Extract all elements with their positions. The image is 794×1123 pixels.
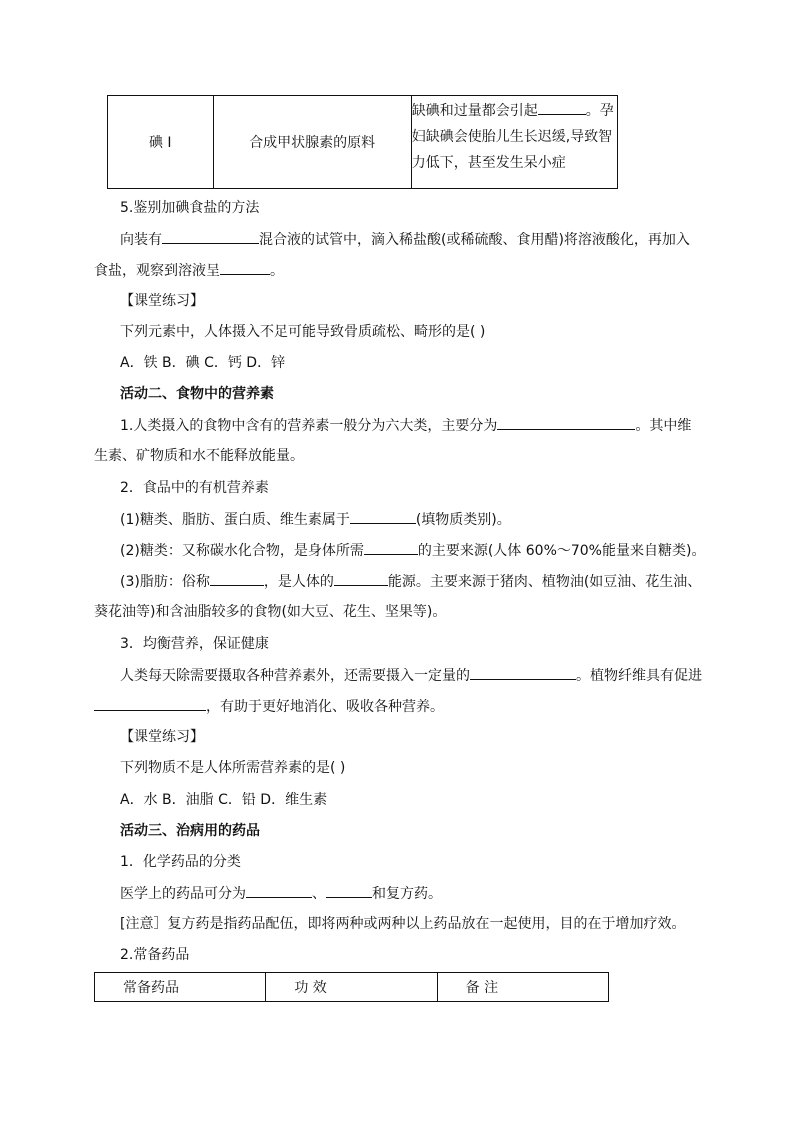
fill-blank	[162, 229, 259, 244]
fill-blank	[364, 540, 418, 555]
fill-blank	[497, 415, 635, 430]
activity2-p3: (1)糖类、脂肪、蛋白质、维生素属于 (填物质类别)。	[120, 509, 511, 530]
fill-blank	[246, 883, 312, 898]
activity2-p4: (2)糖类：又称碳水化合物，是身体所需 的主要来源(人体 60%～70%能量来自糖类)。	[120, 540, 705, 561]
activity2-p5: (3)脂肪：俗称 ，是人体的 能源。主要来源于猪肉、植物油(如豆油、花生油、	[120, 571, 701, 592]
fill-blank	[210, 571, 264, 586]
activity3-p3: 2.常备药品	[120, 947, 190, 963]
remark-col-header: 备 注	[437, 973, 608, 1002]
iodine-function-cell: 合成甲状腺素的原料	[213, 96, 411, 189]
iodine-element-cell: 碘 I	[108, 96, 214, 189]
activity2-p6: 3．均衡营养，保证健康	[120, 636, 269, 652]
fill-blank	[94, 696, 206, 711]
practice1-question: 下列元素中，人体摄入不足可能导致骨质疏松、畸形的是( )	[120, 324, 486, 340]
practice2-options: A．水 B．油脂 C．铅 D．维生素	[120, 792, 328, 808]
practice1-options: A．铁 B．碘 C．钙 D．锌	[120, 355, 286, 371]
section5-title: 5.鉴别加碘食盐的方法	[120, 200, 260, 216]
activity3-p2: 医学上的药品可分为 、 和复方药。	[120, 883, 442, 904]
medicine-col-header: 常备药品	[95, 973, 266, 1002]
activity2-p2: 2．食品中的有机营养素	[120, 480, 269, 496]
activity3-p1: 1．化学药品的分类	[120, 854, 241, 870]
practice2-question: 下列物质不是人体所需营养素的是( )	[120, 760, 346, 776]
activity2-title: 活动二、食物中的营养素	[120, 386, 274, 402]
activity3-title: 活动三、治病用的药品	[120, 823, 260, 839]
fill-blank	[470, 665, 576, 680]
activity2-p7: 人类每天除需要摄取各种营养素外，还需要摄入一定量的 。植物纤维具有促进	[120, 665, 702, 686]
effect-col-header: 功 效	[266, 973, 437, 1002]
fill-blank	[350, 509, 416, 524]
practice1-heading: 【课堂练习】	[120, 293, 204, 309]
fill-blank	[334, 571, 388, 586]
activity2-p7-cont: ，有助于更好地消化、吸收各种营养。	[94, 696, 444, 717]
activity2-p5-cont: 葵花油等)和含油脂较多的食物(如大豆、花生、坚果等)。	[94, 604, 447, 620]
section5-line2: 食盐，观察到溶液呈 。	[94, 260, 284, 281]
iodine-effect-cell: 缺碘和过量都会引起 。孕 妇缺碘会使胎儿生长迟缓,导致智 力低下，甚至发生呆小症	[411, 96, 617, 189]
medicine-table	[94, 972, 609, 1002]
iodine-table	[107, 95, 618, 189]
activity2-p1-cont: 生素、矿物质和水不能释放能量。	[94, 448, 304, 464]
activity2-p1: 1.人类摄入的食物中含有的营养素一般分为六大类，主要分为 。其中维	[120, 415, 691, 436]
activity3-note: [注意］复方药是指药品配伍，即将两种或两种以上药品放在一起使用，目的在于增加疗效。	[120, 916, 686, 932]
fill-blank	[326, 883, 372, 898]
section5-line1: 向装有 混合液的试管中，滴入稀盐酸(或稀硫酸、食用醋)将溶液酸化，再加入	[120, 229, 690, 250]
practice2-heading: 【课堂练习】	[120, 729, 204, 745]
fill-blank	[220, 260, 270, 275]
